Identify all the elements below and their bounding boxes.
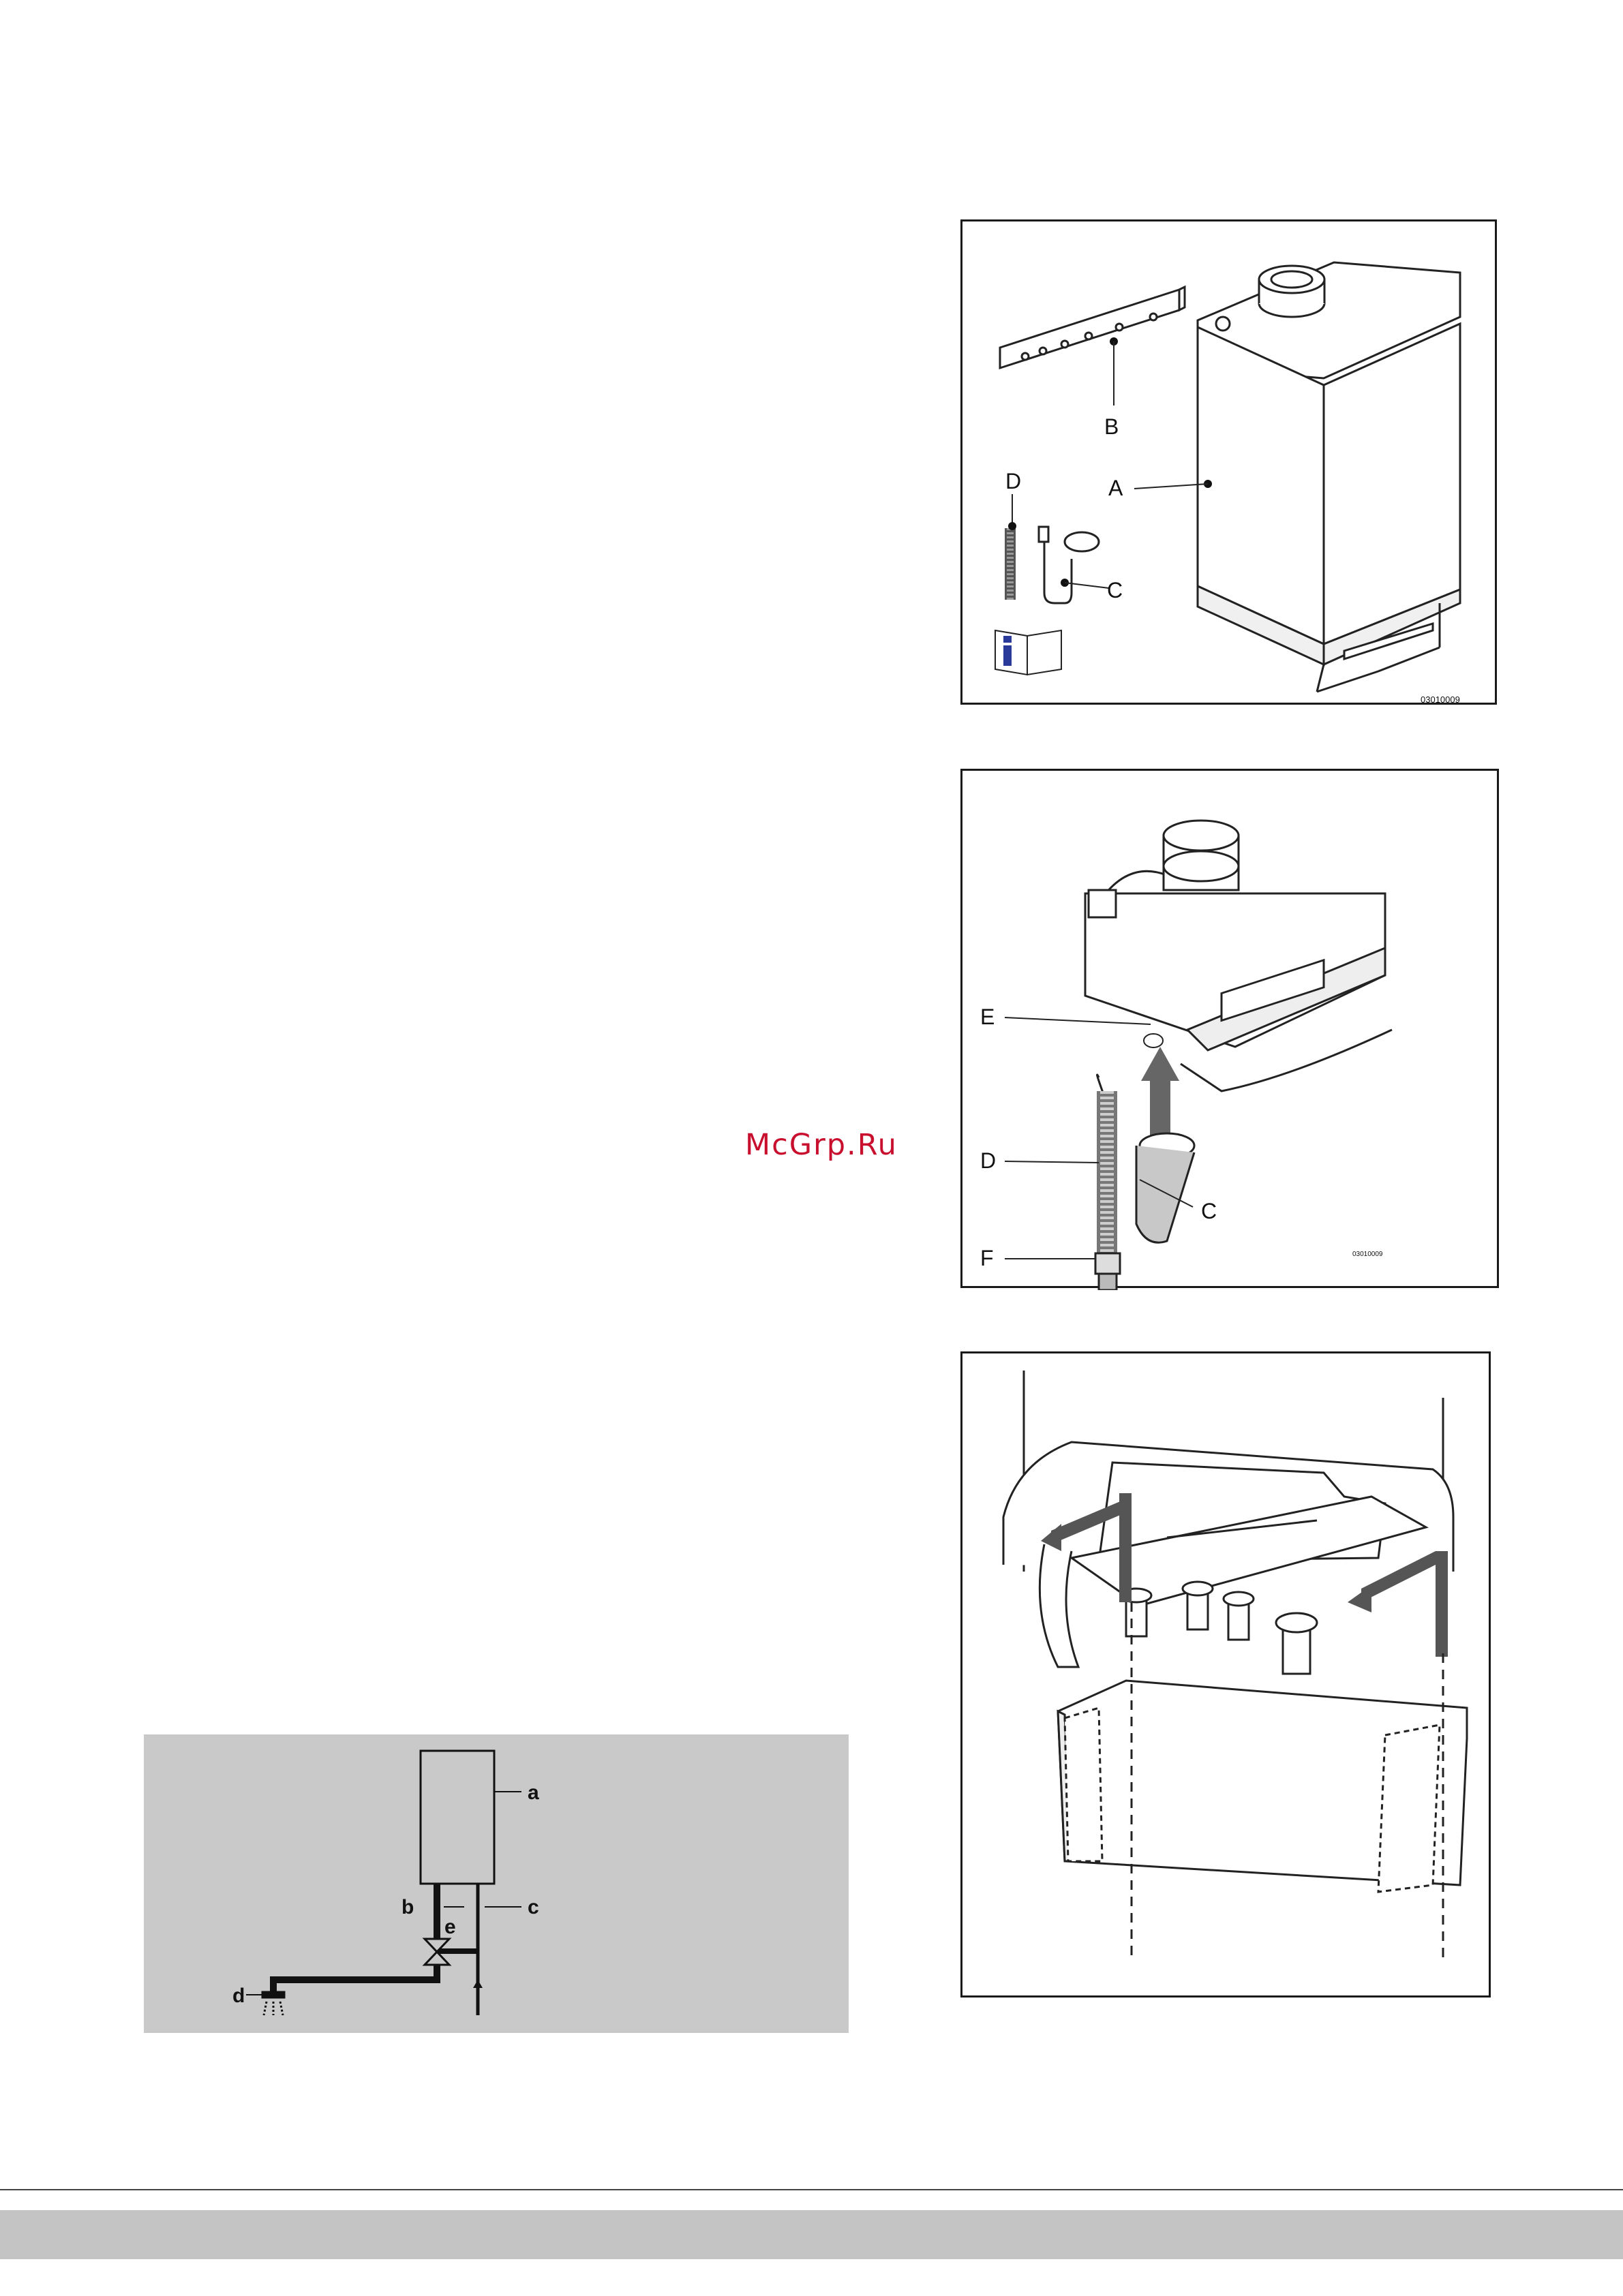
label-D: D	[980, 1148, 997, 1173]
shower-icon	[262, 1992, 284, 2015]
figure-cover-installation	[960, 1351, 1491, 1997]
siphon-connection-drawing	[962, 771, 1501, 1290]
hot-water-scheme	[144, 1734, 849, 2033]
label-D: D	[1005, 469, 1022, 493]
figure-code: 03010009	[1352, 1251, 1383, 1258]
wall-bracket-drawing	[1000, 287, 1185, 368]
label-b: b	[401, 1896, 414, 1918]
label-c: c	[528, 1896, 539, 1918]
footer-divider	[0, 2189, 1623, 2190]
figure-boiler-components	[960, 219, 1497, 705]
boiler-unit-drawing	[1198, 262, 1460, 692]
label-F: F	[980, 1246, 994, 1270]
boiler-components-drawing	[962, 221, 1499, 707]
label-e: e	[444, 1916, 456, 1938]
watermark-text: McGrp.Ru	[745, 1128, 898, 1162]
footer-band	[0, 2210, 1623, 2259]
label-a: a	[528, 1781, 539, 1804]
label-E: E	[980, 1005, 995, 1029]
figure-code: 03010009	[1421, 694, 1460, 705]
info-icon	[995, 630, 1061, 675]
label-B: B	[1104, 414, 1119, 439]
label-C: C	[1107, 578, 1123, 602]
label-d: d	[232, 1985, 245, 2007]
figure-siphon-connection	[960, 769, 1499, 1288]
label-A: A	[1108, 476, 1123, 500]
cover-installation-drawing	[962, 1353, 1493, 2000]
siphon-drawing	[1039, 527, 1099, 603]
label-C: C	[1201, 1199, 1217, 1223]
scheme-drawing	[144, 1734, 849, 2033]
